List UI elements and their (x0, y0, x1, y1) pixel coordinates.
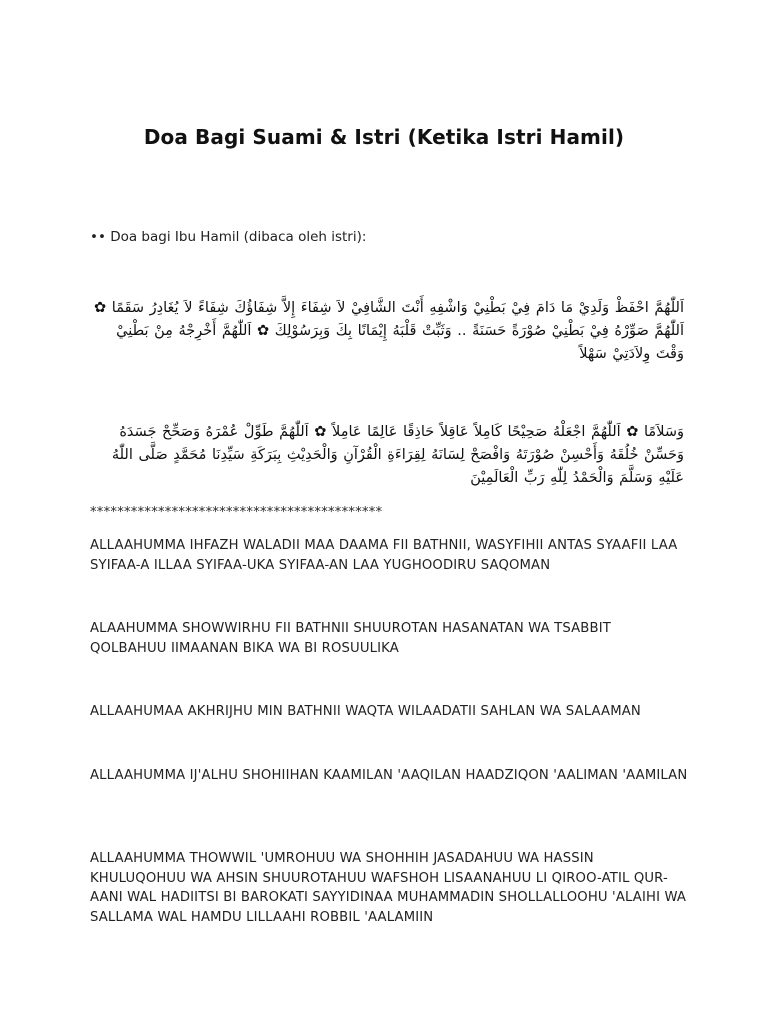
transliteration-paragraph-5: ALLAAHUMMA THOWWIL 'UMROHUU WA SHOHHIH JASADAHUU WA HASSIN KHULUQOHUU WA AHSIN SHUUROTAHUU WAFSHOH LISAANAHUU LI QIROO-ATIL QUR-AANI WAL HADIITSI BI BAROKATI SAYYIDINAA MUHAMMADIN SHOLLALLOOHU 'ALAIHI WA SALLAMA WAL HAMDU LILLAAHI ROBBIL 'AALAMIIN (90, 851, 687, 925)
transliteration-paragraph-3: ALLAAHUMAA AKHRIJHU MIN BATHNII WAQTA WILAADATII SAHLAN WA SALAAMAN (90, 704, 641, 719)
transliteration-paragraph-2: ALAAHUMMA SHOWWIRHU FII BATHNII SHUUROTAN HASANATAN WA TSABBIT QOLBAHUU IIMAANAN BIKA WA BI ROSUULIKA (90, 621, 611, 656)
arabic-prayer-block-1: اَللّٰهُمَّ احْفَظْ وَلَدِيْ مَا دَامَ فِيْ بَطْنِيْ وَاشْفِهِ أَنْتَ الشَّافِيْ لاَ شِفَاءَ إِلاَّ شِفَاؤُكَ شِفَاءً لاَ يُغَادِرُ سَقَمًا ✿ اَللّٰهُمَّ صَوِّرْهُ فِيْ بَطْنِيْ صُوْرَةً حَسَنَةً .. وَثَبِّتْ قَلْبَهُ إِيْمَانًا بِكَ وَبِرَسُوْلِكَ ✿ اَللّٰهُمَّ أَخْرِجْهُ مِنْ بَطْنِيْ وَقْتَ وِلاَدَتِيْ سَهْلاً (94, 300, 684, 362)
separator-line: ******************************************* (90, 505, 383, 520)
document-title: Doa Bagi Suami & Istri (Ketika Istri Hamil) (143, 125, 625, 149)
arabic-prayer-block-2: وَسَلاَمًا ✿ اَللّٰهُمَّ اجْعَلْهُ صَحِيْحًا كَامِلاً عَاقِلاً حَاذِقًا عَالِمًا عَامِلاً ✿ اَللّٰهُمَّ طَوِّلْ عُمْرَهُ وَصَحِّحْ جَسَدَهُ وَحَسِّنْ خُلُقَهُ وَأَحْسِنْ صُوْرَتَهُ وَافْصَحْ لِسَانَهُ لِقِرَاءَةِ الْقُرْآنِ وَالْحَدِيْثِ بِبَرَكَةِ سَيِّدِنَا مُحَمَّدٍ صَلَّى اللّٰهُ عَلَيْهِ وَسَلَّمَ وَالْحَمْدُ لِلّٰهِ رَبِّ الْعَالَمِيْنَ (111, 424, 684, 486)
intro-text: •• Doa bagi Ibu Hamil (dibaca oleh istri): (90, 229, 367, 245)
transliteration-paragraph-1: ALLAAHUMMA IHFAZH WALADII MAA DAAMA FII BATHNII, WASYFIHII ANTAS SYAAFII LAA SYIFAA-A ILLAA SYIFAA-UKA SYIFAA-AN LAA YUGHOODIRU SAQOMAN (90, 538, 678, 573)
transliteration-paragraph-4: ALLAAHUMMA IJ'ALHU SHOHIIHAN KAAMILAN 'AAQILAN HAADZIQON 'AALIMAN 'AAMILAN (90, 768, 688, 783)
